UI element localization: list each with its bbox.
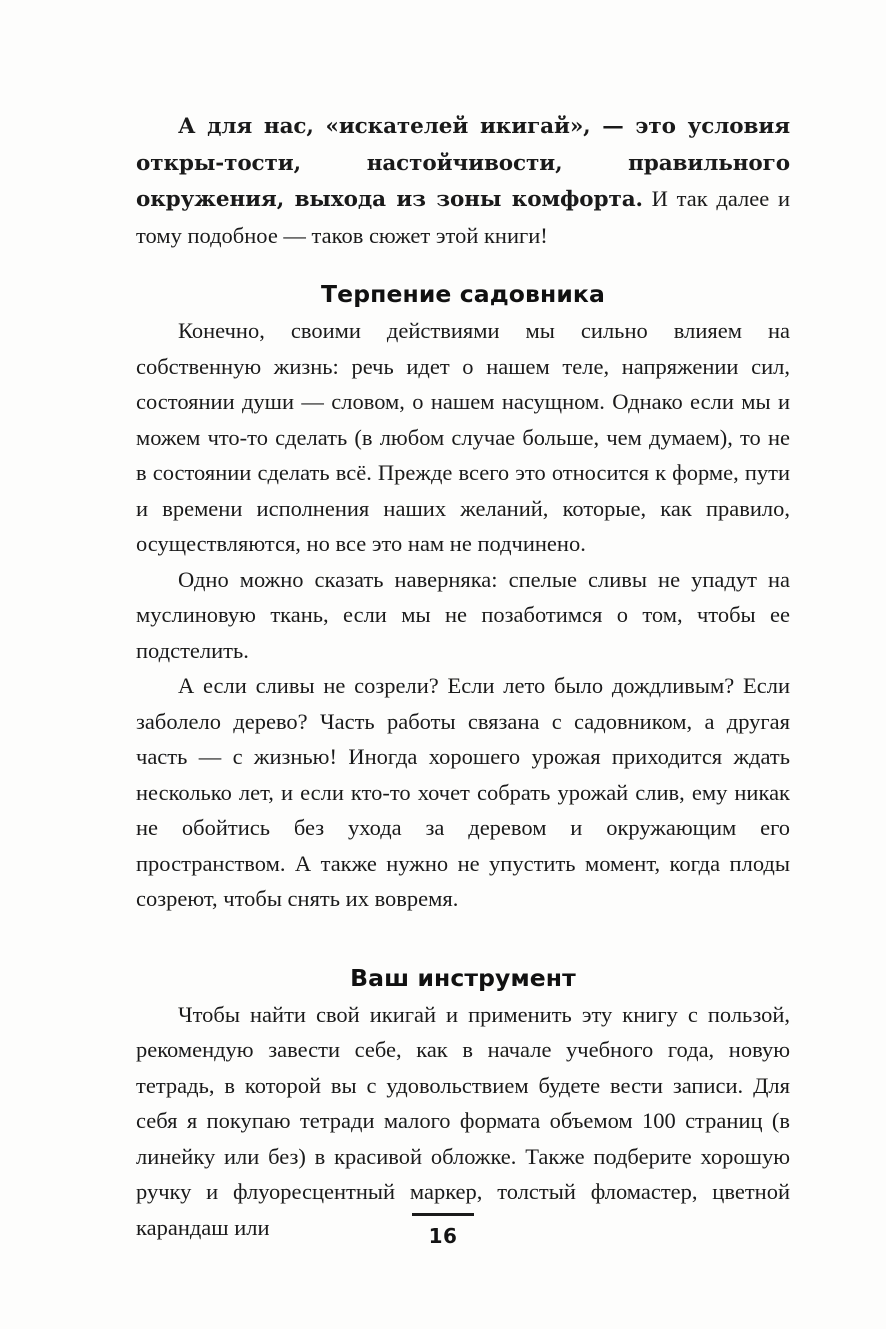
paragraph-intro-rest: И так далее и тому подобное — таков сюжет этой книги! (136, 186, 790, 248)
lead-in-bold-text: А для нас, «искателей икигай», — это условия откры-тости, настойчивости, правильного окружения, выхода из зоны комфорта. (136, 114, 790, 212)
page-number: 16 (428, 1223, 458, 1248)
paragraph-gardener-3: А если сливы не созрели? Если лето было дождливым? Если заболело дерево? Часть работы связана с садовником, а другая часть — с жизнью! Иногда хорошего урожая приходится ждать несколько лет, и если кто-то хочет собрать урожай слив, ему никак не обойтись без ухода за деревом и окружающим его пространством. А также нужно не упустить момент, когда плоды созреют, чтобы снять их вовремя. (136, 673, 790, 911)
section-heading-your-tool: Ваш инструмент (350, 963, 576, 992)
section-heading-gardener-patience: Терпение садовника (321, 280, 605, 308)
paragraph-your-tool-1: Чтобы найти свой икигай и применить эту книгу с пользой, рекомендую завести себе, как в начале учебного года, новую тетрадь, в которой вы с удовольствием будете вести записи. Для себя я покупаю тетради малого формата объемом 100 страниц (в линейку или без) в красивой обложке. Также подберите хорошую ручку и флуоресцентный маркер, толстый фломастер, цветной карандаш или (136, 1001, 790, 1240)
paragraph-intro (136, 108, 790, 253)
footer-divider (412, 1213, 474, 1216)
page-footer (0, 1213, 886, 1248)
paragraph-gardener-2: Одно можно сказать наверняка: спелые сливы не упадут на муслиновую ткань, если мы не позаботимся о том, чтобы ее подстелить. (136, 566, 790, 663)
paragraph-gardener-1: Конечно, своими действиями мы сильно влияем на собственную жизнь: речь идет о нашем теле, напряжении сил, состоянии души — словом, о нашем насущном. Однако если мы и можем что-то сделать (в любом случае больше, чем думаем), то не в состоянии сделать всё. Прежде всего это относится к форме, пути и времени исполнения наших желаний, которые, как правило, осуществляются, но все это нам не подчинено. (136, 318, 790, 556)
page-content (136, 108, 790, 1245)
